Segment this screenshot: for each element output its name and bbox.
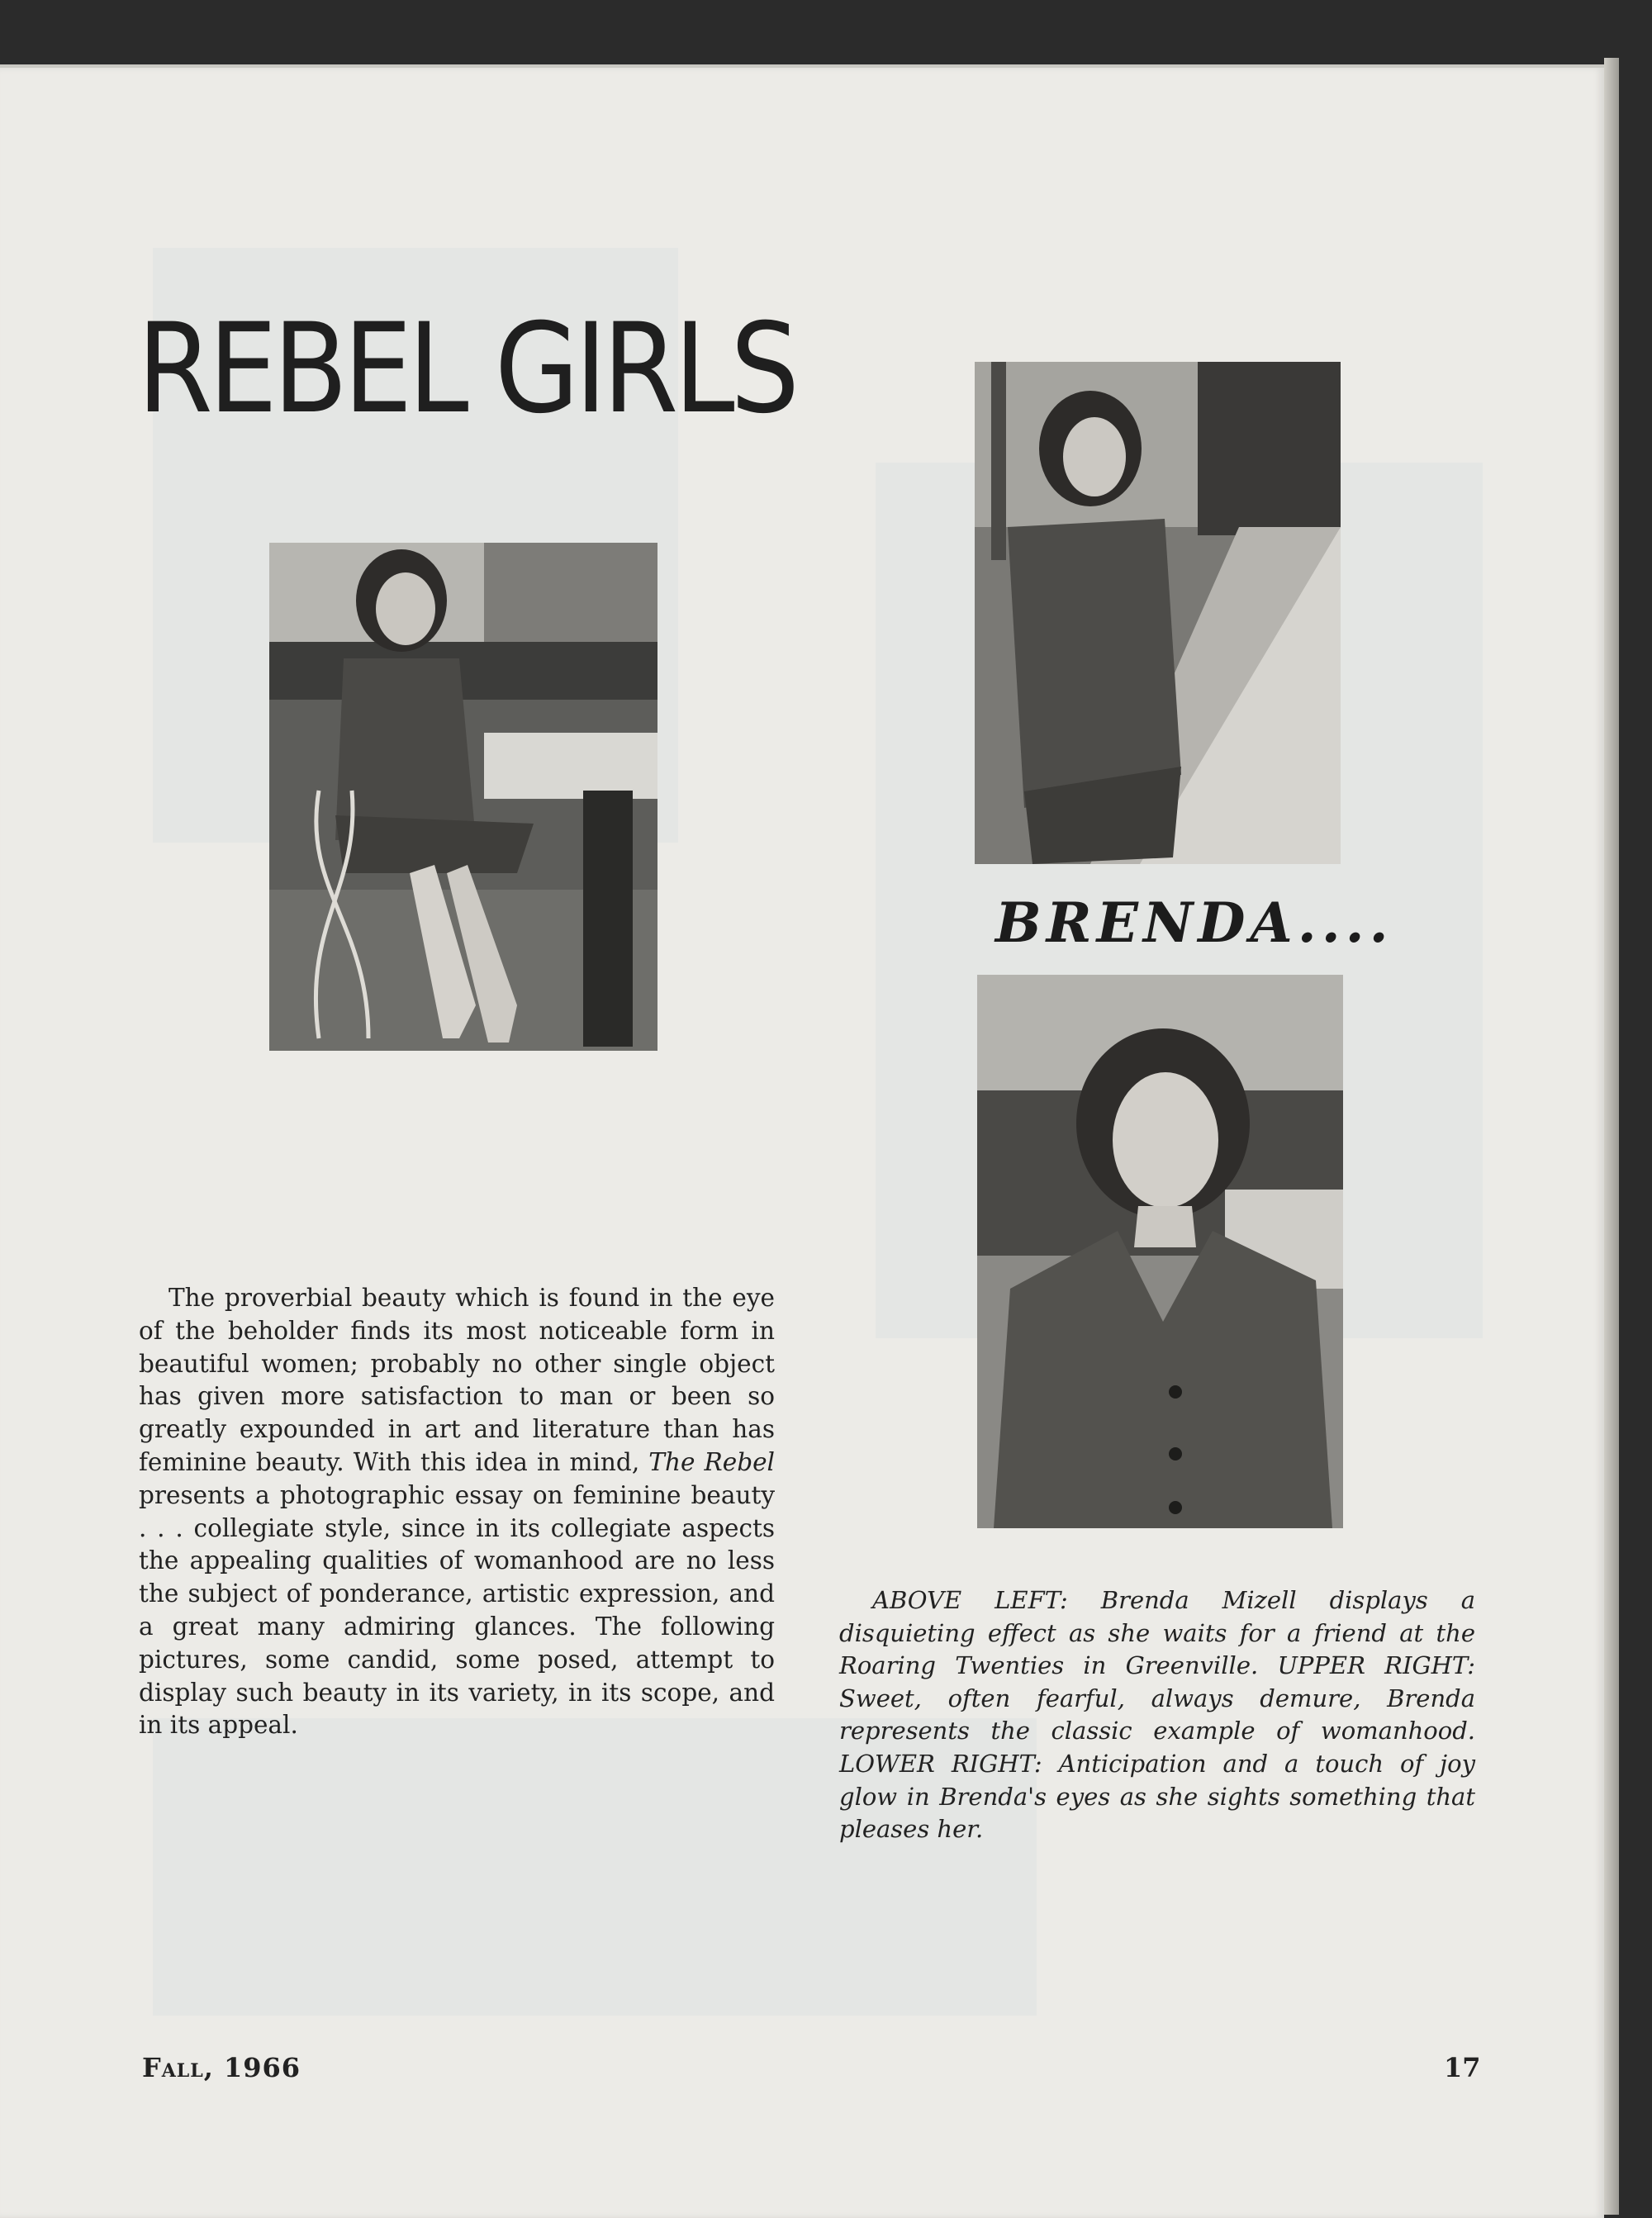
- photo-above-left: [269, 543, 657, 1051]
- photo-lower-right-image: [977, 975, 1343, 1528]
- intro-text-part1: The proverbial beauty which is found in the eye of the beholder finds its most noticeable form in beautiful women; probably no other single object has given more satisfaction to man or been so greatly expounded in art and literature than has feminine beauty. With this idea in mind,: [139, 1284, 775, 1476]
- publication-name: The Rebel: [648, 1447, 775, 1476]
- intro-text-part2: presents a photographic essay on feminine beauty . . . collegiate style, since in its collegiate aspects the appealing qualities of womanhood are no less the subject of ponderance, artistic expression, and a great many admiring glances. The following pictures, some candid, some posed, attempt to display such beauty in its variety, in its scope, and in its appeal.: [139, 1480, 775, 1740]
- subtitle-brenda: BRENDA....: [995, 891, 1393, 955]
- photo-above-left-image: [269, 543, 657, 1051]
- issue-date: Fall, 1966: [142, 2052, 301, 2083]
- photo-caption: ABOVE LEFT: Brenda Mizell displays a disquieting effect as she waits for a friend at the Roaring Twenties in Greenville. UPPER RIGHT: Sweet, often fearful, always demure, Brenda represents the classic example of womanhood. LOWER RIGHT: Anticipation and a touch of joy glow in Brenda's eyes as she sights something that pleases her.: [839, 1586, 1475, 1844]
- page-edge: [1604, 58, 1619, 2215]
- photo-upper-right-image: [975, 362, 1341, 864]
- photo-lower-right: [977, 975, 1343, 1528]
- page-title: REBEL GIRLS: [137, 297, 795, 441]
- photo-upper-right: [975, 362, 1341, 864]
- page-number: 17: [1444, 2052, 1481, 2083]
- intro-paragraph: [139, 1282, 775, 1742]
